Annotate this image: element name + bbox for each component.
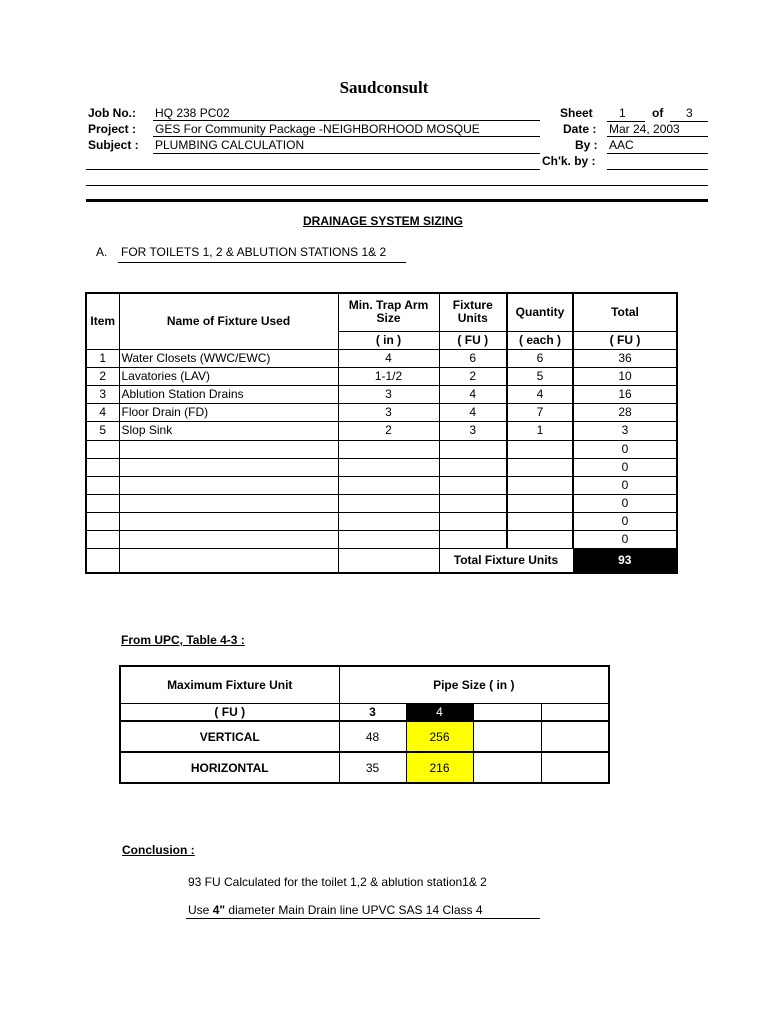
sheet-number: 1	[619, 106, 626, 120]
table-row	[86, 440, 677, 458]
pipe-size-table	[119, 665, 610, 784]
item-cell	[86, 458, 119, 476]
horizontal-value: 35	[339, 752, 406, 783]
project-label: Project :	[88, 122, 137, 136]
fixture-name-cell	[119, 476, 338, 494]
fixture-units-cell	[439, 476, 507, 494]
total-cell: 28	[573, 404, 677, 422]
item-cell	[86, 531, 119, 549]
unit-trap-size: ( in )	[338, 331, 439, 349]
fixture-name-cell: Ablution Station Drains	[119, 386, 338, 404]
total-cell: 10	[573, 368, 677, 386]
header-item: Item	[86, 293, 119, 349]
trap-size-cell	[338, 458, 439, 476]
vertical-value	[541, 721, 609, 752]
date-label: Date :	[563, 122, 597, 136]
item-cell: 5	[86, 422, 119, 440]
fu-unit-label: ( FU )	[120, 703, 339, 721]
conclusion-line-1: 93 FU Calculated for the toilet 1,2 & ablution station1& 2	[188, 875, 487, 889]
table-row	[86, 458, 677, 476]
item-cell	[86, 494, 119, 512]
quantity-cell	[507, 513, 573, 531]
trap-size-cell	[338, 476, 439, 494]
conclusion-line-2-suffix: diameter Main Drain line UPVC SAS 14 Class 4	[225, 903, 483, 917]
trap-size-cell: 3	[338, 404, 439, 422]
total-cell: 0	[573, 440, 677, 458]
fixture-units-cell	[439, 494, 507, 512]
table-row	[86, 531, 677, 549]
subsection-letter: A.	[96, 245, 108, 259]
date-value: Mar 24, 2003	[609, 122, 680, 136]
job-no-value: HQ 238 PC02	[155, 106, 230, 120]
total-cell: 0	[573, 494, 677, 512]
pipe-size-row	[120, 703, 609, 721]
item-cell: 4	[86, 404, 119, 422]
fixture-units-table	[85, 292, 678, 574]
unit-quantity: ( each )	[507, 331, 573, 349]
pipe-size-cell	[541, 703, 609, 721]
table-row	[86, 404, 677, 422]
vertical-value	[473, 721, 541, 752]
fixture-units-cell: 4	[439, 404, 507, 422]
quantity-cell: 7	[507, 404, 573, 422]
fixture-name-cell: Water Closets (WWC/EWC)	[119, 349, 338, 367]
subsection-title: FOR TOILETS 1, 2 & ABLUTION STATIONS 1& 2	[121, 245, 387, 259]
trap-size-cell	[338, 513, 439, 531]
total-fixture-units-label: Total Fixture Units	[439, 549, 573, 573]
horizontal-value	[473, 752, 541, 783]
fixture-name-cell	[119, 531, 338, 549]
vertical-value: 48	[339, 721, 406, 752]
conclusion-pipe-size: 4"	[212, 903, 226, 917]
total-cell: 0	[573, 513, 677, 531]
trap-size-cell	[338, 531, 439, 549]
sheet-label: Sheet	[560, 106, 593, 120]
quantity-cell	[507, 476, 573, 494]
header-divider	[86, 199, 708, 202]
of-label: of	[652, 106, 664, 120]
table-header-row	[86, 293, 677, 331]
quantity-cell	[507, 494, 573, 512]
fixture-name-cell	[119, 494, 338, 512]
subject-underline	[153, 153, 540, 154]
sheet-total: 3	[686, 106, 693, 120]
total-cell: 16	[573, 386, 677, 404]
blank-line-1	[86, 169, 540, 170]
total-cell: 0	[573, 531, 677, 549]
table-row	[86, 349, 677, 367]
date-underline	[607, 136, 708, 137]
fixture-units-cell: 6	[439, 349, 507, 367]
header-fixture-name: Name of Fixture Used	[119, 293, 338, 349]
item-cell	[86, 440, 119, 458]
total-cell: 3	[573, 422, 677, 440]
quantity-cell: 4	[507, 386, 573, 404]
item-cell: 3	[86, 386, 119, 404]
header-fixture-units: Fixture Units	[439, 293, 507, 331]
company-title: Saudconsult	[339, 78, 429, 97]
fixture-units-cell	[439, 513, 507, 531]
job-no-label: Job No.:	[88, 106, 136, 120]
vertical-value-highlighted: 256	[406, 721, 473, 752]
item-cell	[86, 476, 119, 494]
table-row	[86, 513, 677, 531]
by-value: AAC	[609, 138, 634, 152]
quantity-cell	[507, 440, 573, 458]
total-cell: 0	[573, 476, 677, 494]
max-fixture-unit-label: Maximum Fixture Unit	[120, 666, 339, 703]
item-cell	[86, 513, 119, 531]
fixture-units-cell	[439, 440, 507, 458]
fixture-name-cell: Slop Sink	[119, 422, 338, 440]
blank-line-2	[86, 185, 708, 186]
pipe-size-label: Pipe Size ( in )	[339, 666, 609, 703]
pipe-size-cell-selected: 4	[406, 703, 473, 721]
total-cell: 36	[573, 349, 677, 367]
fixture-units-cell: 3	[439, 422, 507, 440]
checked-by-label: Ch'k. by :	[542, 154, 596, 168]
trap-size-cell	[338, 440, 439, 458]
upc-reference-label: From UPC, Table 4-3 :	[121, 633, 245, 647]
horizontal-label: HORIZONTAL	[120, 752, 339, 783]
unit-fixture-units: ( FU )	[439, 331, 507, 349]
table-row	[86, 476, 677, 494]
total-fixture-units-value: 93	[573, 549, 677, 573]
header-trap-size: Min. Trap Arm Size	[338, 293, 439, 331]
trap-size-cell: 4	[338, 349, 439, 367]
fixture-units-cell: 4	[439, 386, 507, 404]
unit-total: ( FU )	[573, 331, 677, 349]
fixture-units-cell	[439, 458, 507, 476]
item-cell: 1	[86, 349, 119, 367]
total-cell: 0	[573, 458, 677, 476]
table-row	[86, 494, 677, 512]
header-total: Total	[573, 293, 677, 331]
vertical-label: VERTICAL	[120, 721, 339, 752]
pipe-size-header-row	[120, 666, 609, 703]
vertical-row	[120, 721, 609, 752]
subsection-underline	[118, 262, 406, 263]
table-row	[86, 368, 677, 386]
table-row	[86, 422, 677, 440]
quantity-cell: 1	[507, 422, 573, 440]
subject-value: PLUMBING CALCULATION	[155, 138, 305, 152]
fixture-name-cell	[119, 513, 338, 531]
fixture-name-cell	[119, 458, 338, 476]
project-underline	[153, 136, 540, 137]
horizontal-value	[541, 752, 609, 783]
quantity-cell: 6	[507, 349, 573, 367]
job-no-underline	[153, 120, 540, 121]
horizontal-row	[120, 752, 609, 783]
quantity-cell	[507, 458, 573, 476]
header-quantity: Quantity	[507, 293, 573, 331]
conclusion-label: Conclusion :	[122, 843, 195, 857]
trap-size-cell: 1-1/2	[338, 368, 439, 386]
subject-label: Subject :	[88, 138, 139, 152]
trap-size-cell	[338, 494, 439, 512]
table-row	[86, 386, 677, 404]
pipe-size-cell: 3	[339, 703, 406, 721]
quantity-cell	[507, 531, 573, 549]
conclusion-underline	[186, 918, 540, 919]
project-value: GES For Community Package -NEIGHBORHOOD MOSQUE	[155, 122, 480, 136]
item-cell: 2	[86, 368, 119, 386]
fixture-units-cell: 2	[439, 368, 507, 386]
horizontal-value-highlighted: 216	[406, 752, 473, 783]
total-row	[86, 549, 677, 573]
fixture-units-cell	[439, 531, 507, 549]
conclusion-line-2-prefix: Use	[188, 903, 213, 917]
conclusion-line-2	[188, 903, 483, 917]
fixture-name-cell	[119, 440, 338, 458]
by-underline	[607, 153, 708, 154]
by-label: By :	[575, 138, 598, 152]
trap-size-cell: 2	[338, 422, 439, 440]
section-title: DRAINAGE SYSTEM SIZING	[303, 214, 464, 228]
fixture-name-cell: Floor Drain (FD)	[119, 404, 338, 422]
pipe-size-cell	[473, 703, 541, 721]
checked-by-underline	[607, 169, 708, 170]
fixture-name-cell: Lavatories (LAV)	[119, 368, 338, 386]
quantity-cell: 5	[507, 368, 573, 386]
trap-size-cell: 3	[338, 386, 439, 404]
